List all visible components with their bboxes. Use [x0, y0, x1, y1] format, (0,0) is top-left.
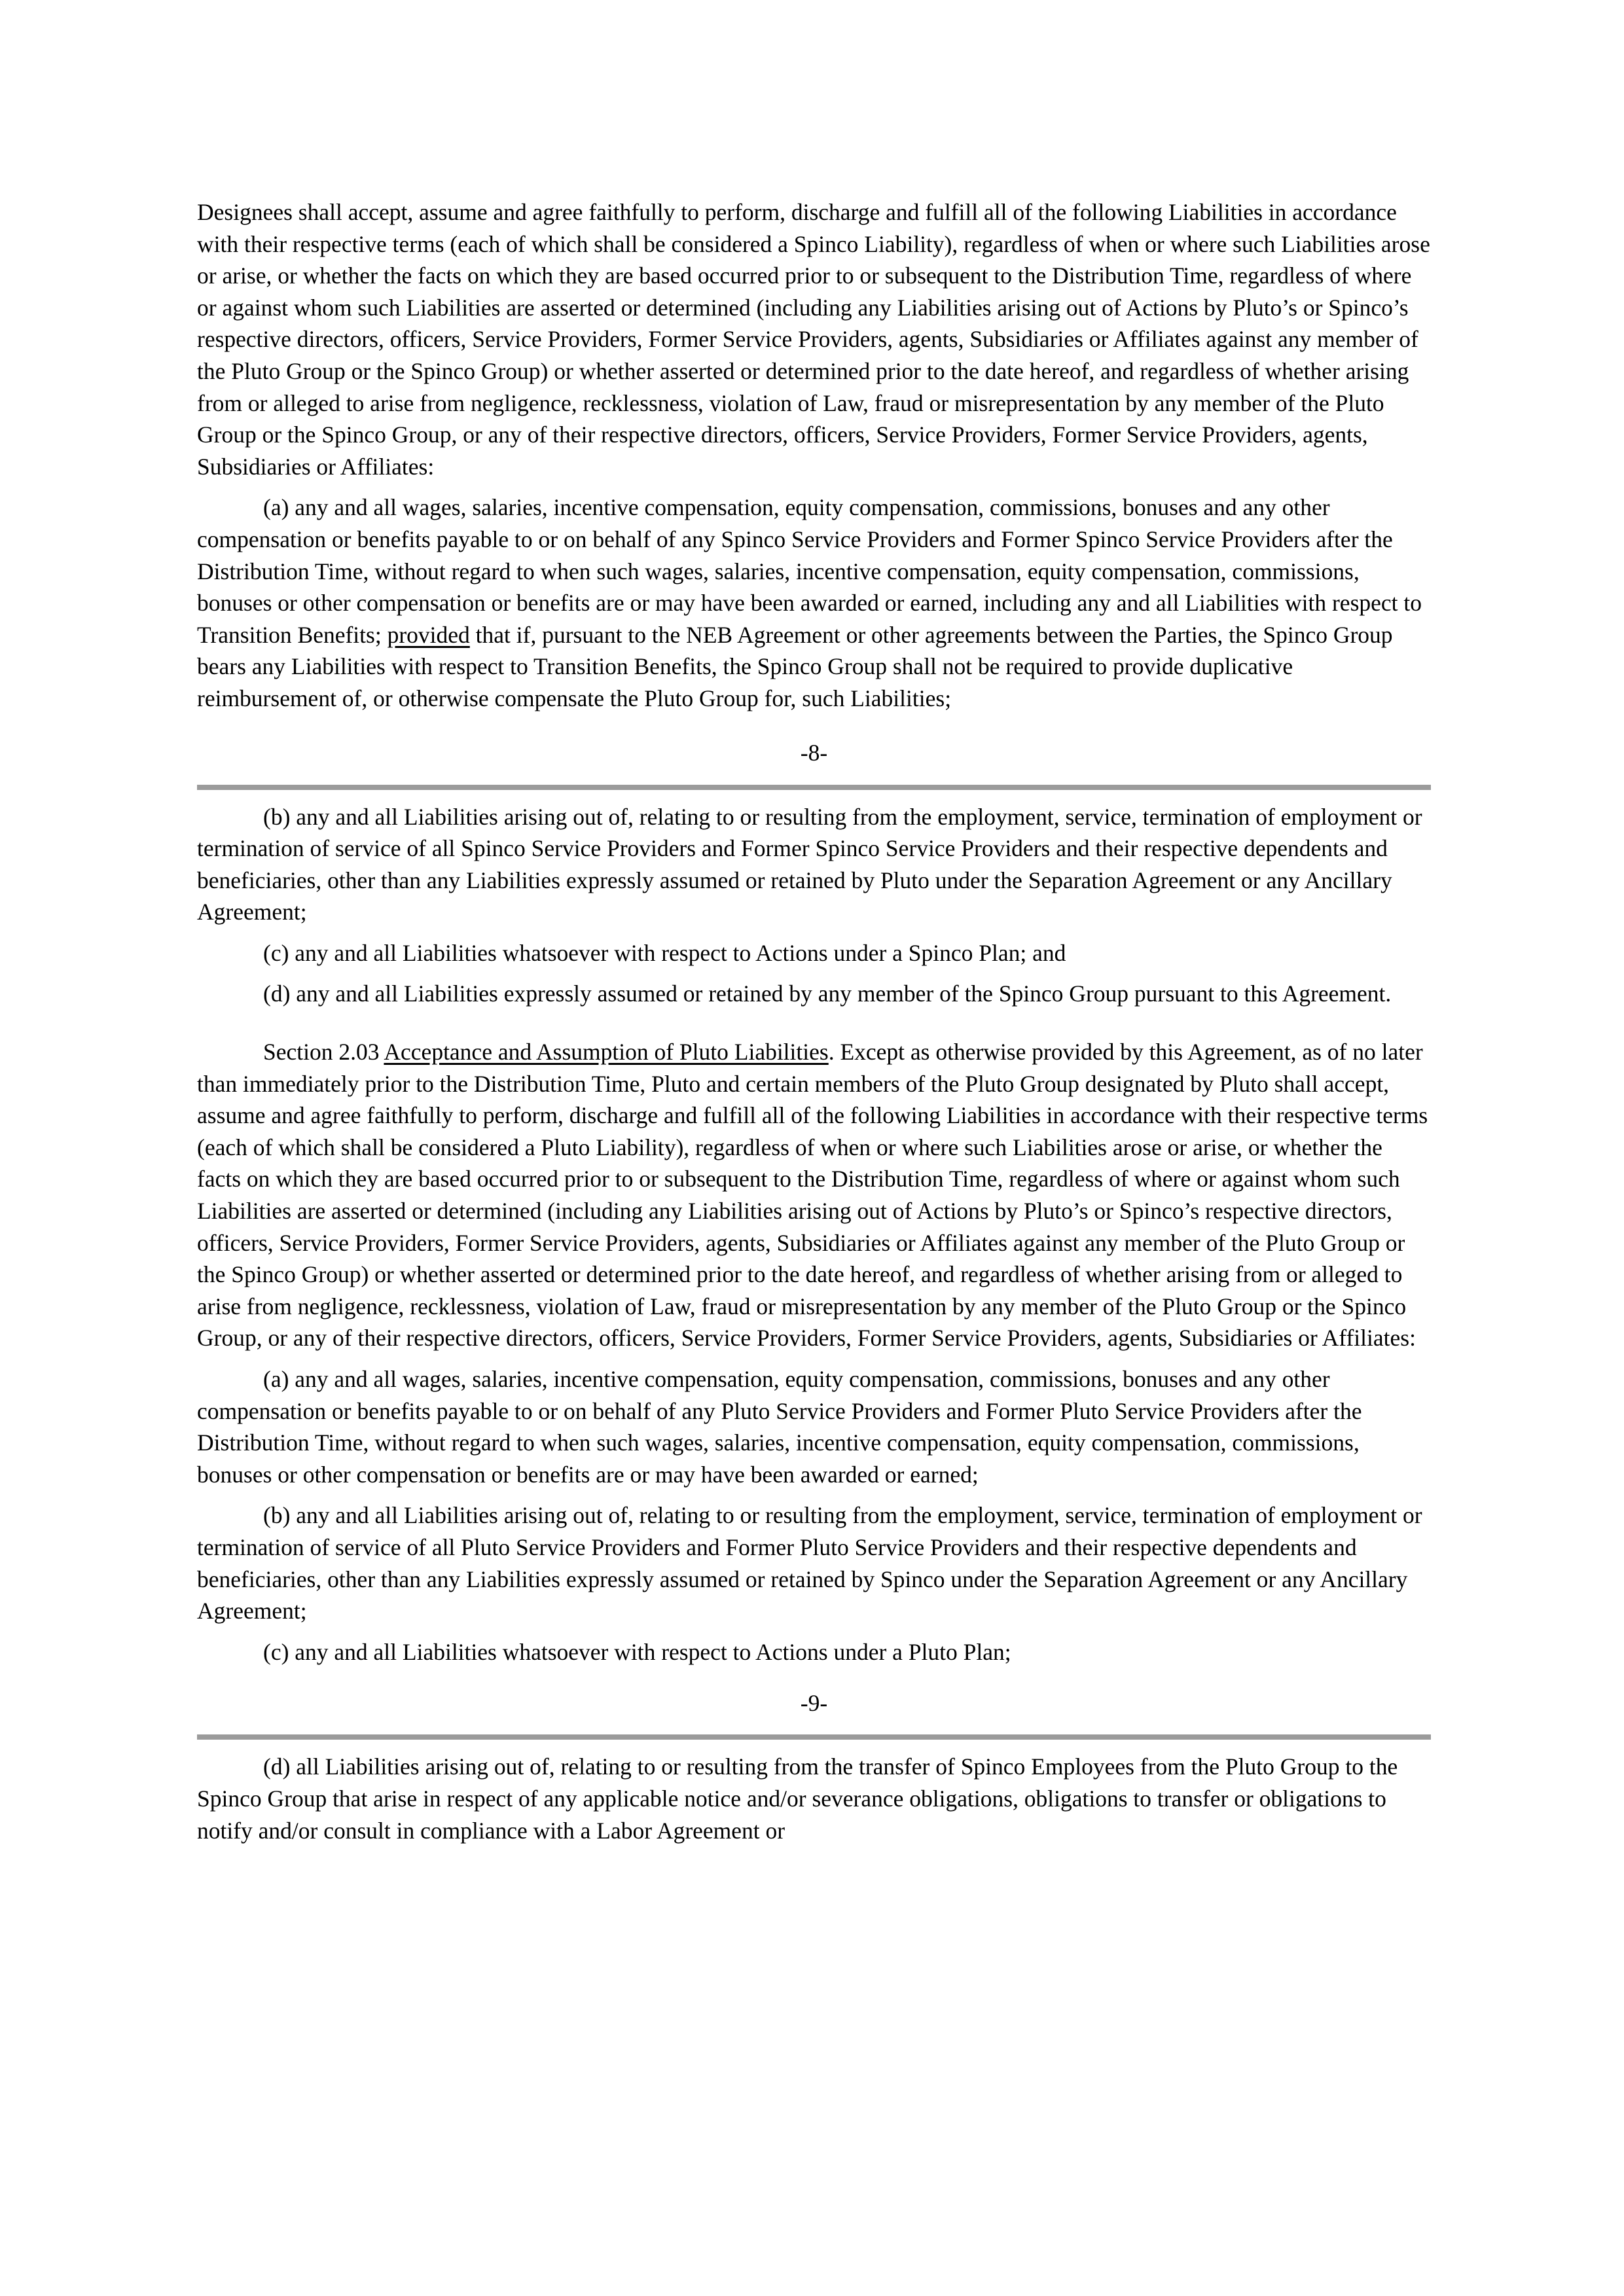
spinco-item-c: (c) any and all Liabilities whatsoever with respect to Actions under a Spinco Plan; and [263, 939, 1066, 966]
section-number: Section 2.03 [263, 1039, 384, 1066]
pluto-item-d: (d) all Liabilities arising out of, relating to or resulting from the transfer of Spinco Employees from the Pluto Group to the Spinco Group that arise in respect of any applicable notice and/or severance obligations, obligations to transfer or obligations to notify and/or consult in compliance with a Labor Agreement or [197, 1753, 1398, 1844]
pluto-item-b: (b) any and all Liabilities arising out of, relating to or resulting from the employment, service, termination of employment or termination of service of all Pluto Service Providers and Former Pluto Service Providers and their respective dependents and beneficiaries, other than any Liabilities expressly assumed or retained by Spinco under the Separation Agreement or any Ancillary Agreement; [197, 1502, 1422, 1624]
pluto-item-a: (a) any and all wages, salaries, incentive compensation, equity compensation, commissions, bonuses and any other compensation or benefits payable to or on behalf of any Pluto Service Providers and Former Pluto Service Providers after the Distribution Time, without regard to when such wages, salaries, incentive compensation, equity compensation, commissions, bonuses or other compensation or benefits are or may have been awarded or earned; [197, 1366, 1362, 1488]
page-break-rule [197, 785, 1431, 790]
spinco-liabilities-intro: Designees shall accept, assume and agree faithfully to perform, discharge and fulfill all of the following Liabilities in accordance with their respective terms (each of which shall be considered a Spinco Liability), regardless of when or where such Liabilities arose or arise, or whether the facts on which they are based occurred prior to or subsequent to the Distribution Time, regardless of where or against whom such Liabilities are asserted or determined (including any Liabilities arising out of Actions by Pluto’s or Spinco’s respective directors, officers, Service Providers, Former Service Providers, agents, Subsidiaries or Affiliates against any member of the Pluto Group or the Spinco Group) or whether asserted or determined prior to the date hereof, and regardless of whether arising from or alleged to arise from negligence, recklessness, violation of Law, fraud or misrepresentation by any member of the Pluto Group or the Spinco Group, or any of their respective directors, officers, Service Providers, Former Service Providers, agents, Subsidiaries or Affiliates: [197, 199, 1430, 480]
page-break-rule [197, 1734, 1431, 1740]
spinco-item-a-text-1: (a) any and all wages, salaries, incentive compensation, equity compensation, commissions, bonuses and any other compensation or benefits payable to or on behalf of any Spinco Service Providers and Former Spinco Service Providers after the Distribution Time, without regard to when such wages, salaries, incentive compensation, equity compensation, commissions, bonuses or other compensation or benefits are or may have been awarded or earned, including any and all Liabilities with respect to Transition Benefits; [197, 494, 1422, 648]
page-number-9: -9- [800, 1690, 828, 1717]
spinco-item-a-text-2: that if, pursuant to the NEB Agreement or other agreements between the Parties, the Spinco Group bears any Liabilities with respect to Transition Benefits, the Spinco Group shall not be required to provide duplicative reimbursement of, or otherwise compensate the Pluto Group for, such Liabilities; [197, 621, 1393, 711]
page-number-8: -8- [800, 739, 828, 766]
pluto-item-c: (c) any and all Liabilities whatsoever with respect to Actions under a Pluto Plan; [263, 1638, 1011, 1665]
section-body: . Except as otherwise provided by this Agreement, as of no later than immediately prior to the Distribution Time, Pluto and certain members of the Pluto Group designated by Pluto shall accept, assume and agree faithfully to perform, discharge and fulfill all of the following Liabilities in accordance with their respective terms (each of which shall be considered a Pluto Liability), regardless of when or where such Liabilities arose or arise, or whether the facts on which they are based occurred prior to or subsequent to the Distribution Time, regardless of where or against whom such Liabilities are asserted or determined (including any Liabilities arising out of Actions by Pluto’s or Spinco’s respective directors, officers, Service Providers, Former Service Providers, agents, Subsidiaries or Affiliates against any member of the Pluto Group or the Spinco Group) or whether asserted or determined prior to the date hereof, and regardless of whether arising from or alleged to arise from negligence, recklessness, violation of Law, fraud or misrepresentation by any member of the Pluto Group or the Spinco Group, or any of their respective directors, officers, Service Providers, Former Service Providers, agents, Subsidiaries or Affiliates: [197, 1039, 1428, 1352]
section-heading: Acceptance and Assumption of Pluto Liabilities [384, 1039, 829, 1066]
spinco-item-a [197, 492, 1431, 714]
spinco-item-d: (d) any and all Liabilities expressly assumed or retained by any member of the Spinco Group pursuant to this Agreement. [263, 980, 1392, 1007]
section-2-03 [197, 1036, 1431, 1354]
provided-term: provided [387, 621, 470, 648]
spinco-item-b: (b) any and all Liabilities arising out of, relating to or resulting from the employment, service, termination of employment or termination of service of all Spinco Service Providers and Former Spinco Service Providers and their respective dependents and beneficiaries, other than any Liabilities expressly assumed or retained by Pluto under the Separation Agreement or any Ancillary Agreement; [197, 803, 1422, 925]
document-page [197, 196, 1431, 1846]
